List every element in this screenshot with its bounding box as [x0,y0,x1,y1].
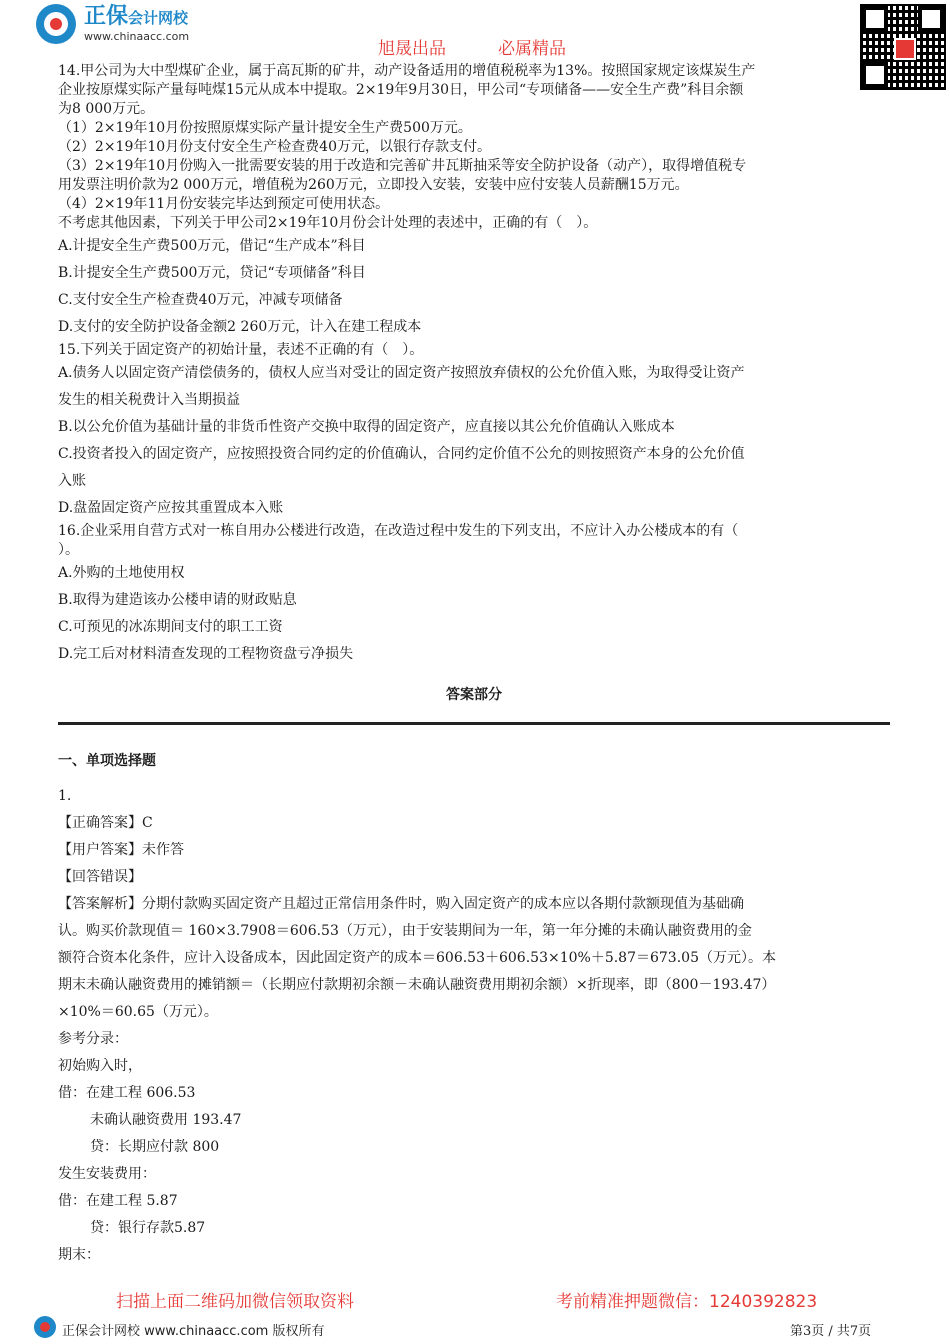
logo-name-small: 会计网校 [128,8,189,27]
entry2-credit: 贷：银行存款5.87 [90,1220,206,1236]
answer-result: 【回答错误】 [58,869,142,885]
logo-icon [36,4,76,44]
option-line: B.取得为建造该办公楼申请的财政贴息 [58,592,297,608]
question-line: 企业按原煤实际产量每吨煤15元从成本中提取。2×19年9月30日，甲公司“专项储备——安全生产费”科目余额 [58,82,744,98]
correct-answer: 【正确答案】C [58,815,153,831]
option-line: B.计提安全生产费500万元，贷记“专项储备”科目 [58,265,366,281]
question-line: （3）2×19年10月份购入一批需要安装的用于改造和完善矿井瓦斯抽采等安全防护设备（动产），取得增值税专 [58,158,747,174]
option-line: C.投资者投入的固定资产，应按照投资合同约定的价值确认，合同约定价值不公允的则按照资产本身的公允价值 [58,446,745,462]
question-14 [58,62,890,233]
wechat-note: 扫描上面二维码加微信领取资料 [116,1292,354,1312]
answer-number: 1. [58,788,72,804]
option-line: A.债务人以固定资产清偿债务的，债权人应当对受让的固定资产按照放弃债权的公允价值入账，为取得受让资产 [58,365,745,381]
footer-logo-icon [34,1316,56,1338]
entry1-debit2: 未确认融资费用 193.47 [90,1112,242,1128]
question-line: 用发票注明价款为2 000万元，增值税为260万元，立即投入安装，安装中应付安装人员薪酬15万元。 [58,177,689,193]
page-footer [0,1314,950,1344]
single-choice-heading: 一、单项选择题 [58,753,156,769]
question-15-stem: 15.下列关于固定资产的初始计量，表述不正确的有（ ）。 [58,342,424,358]
footer-copyright: 正保会计网校 www.chinaacc.com 版权所有 [62,1324,325,1339]
logo-url: www.chinaacc.com [84,29,190,43]
logo-name: 正保 [84,3,129,29]
analysis-line: ×10%＝60.65（万元）。 [58,1004,218,1020]
option-line: 发生的相关税费计入当期损益 [58,392,240,408]
option-line: 入账 [58,473,86,489]
question-line: 14.甲公司为大中型煤矿企业，属于高瓦斯的矿井，动产设备适用的增值税税率为13%。按照国家规定该煤炭生产 [58,63,756,79]
document-body [58,62,890,1269]
question-line: ）。 [58,542,79,558]
question-14-options [58,233,890,341]
question-line: 不考虑其他因素，下列关于甲公司2×19年10月份会计处理的表述中，正确的有（ ）。 [58,215,598,231]
reference-entries-title: 参考分录： [58,1031,128,1047]
question-16-options [58,560,890,668]
stamp-right: 必属精品 [498,39,566,59]
section-divider [58,722,890,725]
question-line: 16.企业采用自营方式对一栋自用办公楼进行改造，在改造过程中发生的下列支出，不应计入办公楼成本的有（ [58,523,739,539]
question-line: 为8 000万元。 [58,101,155,117]
option-line: D.支付的安全防护设备金额2 260万元，计入在建工程成本 [58,319,422,335]
initial-purchase-label: 初始购入时， [58,1058,142,1074]
option-line: A.外购的土地使用权 [58,565,185,581]
period-end-label: 期末： [58,1247,100,1263]
wechat-contact: 考前精准押题微信：1240392823 [556,1292,818,1312]
install-cost-label: 发生安装费用： [58,1166,156,1182]
option-line: B.以公允价值为基础计量的非货币性资产交换中取得的固定资产，应直接以其公允价值确认入账成本 [58,419,675,435]
analysis-line: 额符合资本化条件，应计入设备成本，因此固定资产的成本＝606.53＋606.53×10%＋5.87＝673.05（万元）。本 [58,950,776,966]
option-line: D.完工后对材料清查发现的工程物资盘亏净损失 [58,646,354,662]
option-line: C.可预见的冰冻期间支付的职工工资 [58,619,283,635]
analysis-line: 【答案解析】分期付款购买固定资产且超过正常信用条件时，购入固定资产的成本应以各期付款额现值为基础确 [58,896,744,912]
user-answer: 【用户答案】未作答 [58,842,184,858]
question-15-options [58,360,890,522]
analysis-line: 认。购买价款现值＝ 160×3.7908＝606.53（万元），由于安装期间为一年，第一年分摊的未确认融资费用的金 [58,923,752,939]
stamp-left: 旭晟出品 [378,39,446,59]
answer-section-title: 答案部分 [446,687,502,703]
page-number: 第3页 / 共7页 [790,1324,872,1339]
analysis-line: 期末未确认融资费用的摊销额＝（长期应付款期初余额－未确认融资费用期初余额）×折现率，即（800－193.47） [58,977,776,993]
entry1-debit1: 借：在建工程 606.53 [58,1085,196,1101]
brand-logo [36,4,189,44]
entry2-debit: 借：在建工程 5.87 [58,1193,178,1209]
option-line: D.盘盈固定资产应按其重置成本入账 [58,500,284,516]
question-line: （4）2×19年11月份安装完毕达到预定可使用状态。 [58,196,390,212]
option-line: C.支付安全生产检查费40万元，冲减专项储备 [58,292,343,308]
question-line: （2）2×19年10月份支付安全生产检查费40万元，以银行存款支付。 [58,139,491,155]
answer-analysis [58,891,890,1026]
question-16-stem [58,522,890,560]
option-line: A.计提安全生产费500万元，借记“生产成本”科目 [58,238,366,254]
question-line: （1）2×19年10月份按照原煤实际产量计提安全生产费500万元。 [58,120,472,136]
entry1-credit: 贷：长期应付款 800 [90,1139,220,1155]
